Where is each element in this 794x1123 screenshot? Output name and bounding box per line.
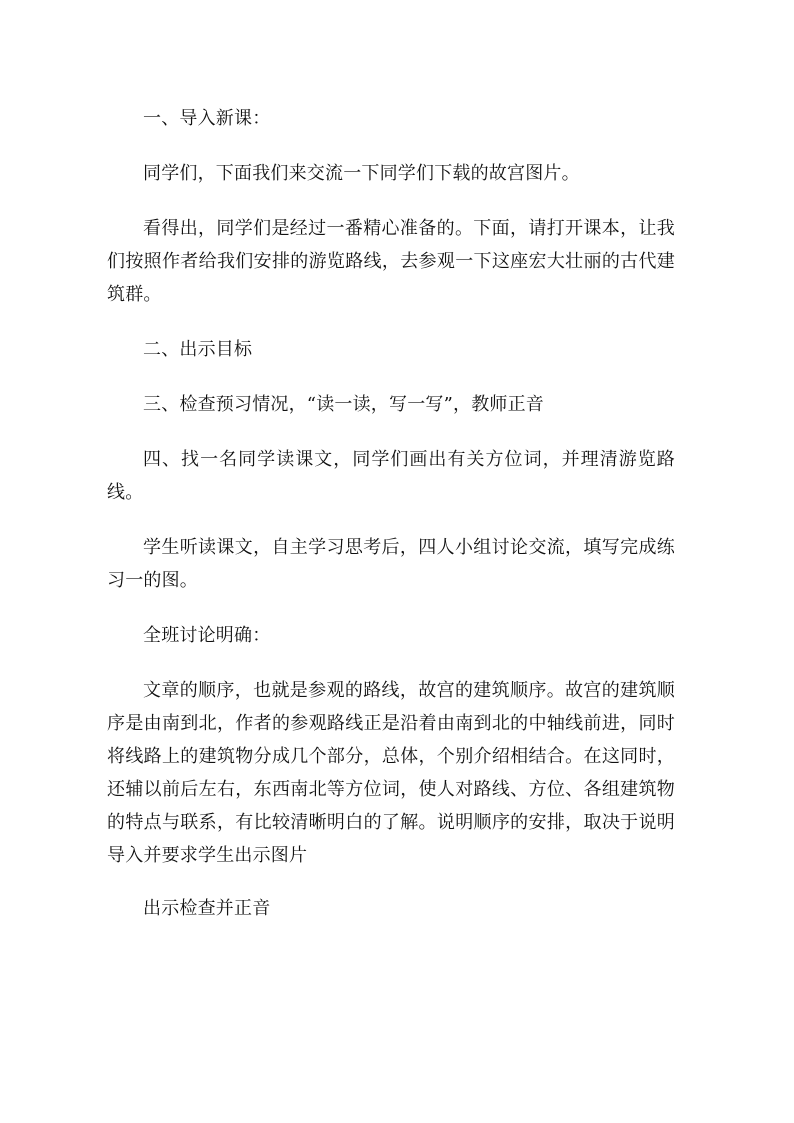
section-heading-goals: 二、出示目标 xyxy=(143,339,253,360)
section-heading-preview-check: 三、检查预习情况，“读一读，写一写”，教师正音 xyxy=(143,394,545,415)
paragraph-class-discussion: 全班讨论明确： xyxy=(143,625,271,646)
paragraph-greeting: 同学们，下面我们来交流一下同学们下载的故宫图片。 xyxy=(143,163,580,184)
section-heading-intro: 一、导入新课： xyxy=(143,108,271,129)
document-content xyxy=(107,102,675,925)
section-heading-reading: 四、找一名同学读课文，同学们画出有关方位词，并理清游览路线。 xyxy=(107,449,675,503)
paragraph-open-textbook: 看得出，同学们是经过一番精心准备的。下面，请打开课本，让我们按照作者给我们安排的游览路线，去参观一下这座宏大壮丽的古代建筑群。 xyxy=(107,218,675,305)
paragraph-check-correct: 出示检查并正音 xyxy=(143,898,271,919)
paragraph-order-explanation: 文章的顺序，也就是参观的路线，故宫的建筑顺序。故宫的建筑顺序是由南到北，作者的参观路线正是沿着由南到北的中轴线前进，同时将线路上的建筑物分成几个部分，总体，个别介绍相结合。在这同时，还辅以前后左右，东西南北等方位词，使人对路线、方位、各组建筑物的特点与联系，有比较清晰明白的了解。说明顺序的安排，取决于说明导入并要求学生出示图片 xyxy=(107,680,675,866)
paragraph-group-discussion: 学生听读课文，自主学习思考后，四人小组讨论交流，填写完成练习一的图。 xyxy=(107,537,675,591)
